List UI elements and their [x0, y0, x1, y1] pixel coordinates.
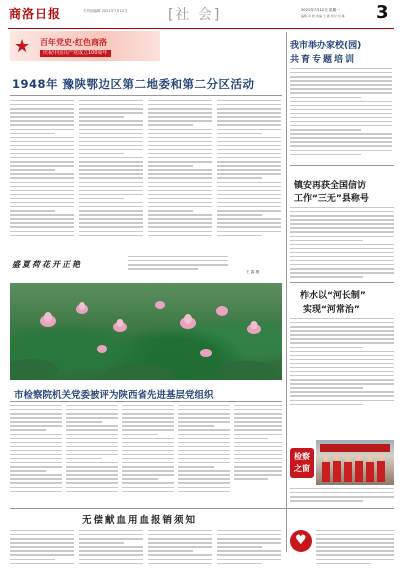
blood-col-2 — [79, 530, 143, 567]
party-col-3 — [122, 405, 174, 495]
credit-body — [290, 207, 394, 280]
photo-caption-title: 盛夏荷花开正艳 — [12, 259, 82, 269]
badge-text: 检察之窗 — [294, 452, 310, 473]
credit-top-rule — [290, 165, 394, 166]
party-col-4 — [178, 405, 230, 495]
lecture-headline-1: 我市举办家校(园) — [290, 41, 362, 51]
photo-credit: 王 露 摄 — [246, 270, 260, 274]
river-body — [290, 318, 394, 408]
river-headline-1: 柞水以“河长制” — [300, 291, 366, 301]
banner-star-icon: ★ — [14, 36, 31, 57]
lotus-flowers-graphic — [10, 283, 282, 380]
blood-col-4 — [217, 530, 281, 567]
heart-icon: ♥ — [295, 533, 307, 548]
side-snippet — [290, 488, 394, 504]
party-col-5 — [234, 405, 282, 482]
blood-body — [10, 530, 282, 572]
masthead-rule — [8, 28, 394, 29]
credit-headline-1: 镇安再获全国信访 — [294, 181, 367, 191]
blood-col-1 — [10, 530, 74, 567]
party-headline: 市检察院机关党委被评为陕西省先进基层党组织 — [14, 390, 214, 401]
lecture-body — [290, 68, 392, 158]
body-col-3 — [148, 100, 212, 239]
date-line: 2021年7月12日 星期一 — [301, 8, 340, 12]
party-col-2 — [66, 405, 118, 495]
blood-donation-logo — [290, 530, 312, 552]
river-top-rule — [290, 282, 394, 283]
editor-line: 编辑 卓 晓 美编 王 婕 校对 刘 琳 — [301, 14, 345, 18]
party-col-1 — [10, 405, 62, 495]
masthead-meta: 专刊部编辑 2021年7月12日 — [83, 9, 128, 13]
banner-subtitle: 庆祝中国共产党成立100周年 — [40, 50, 111, 57]
photo-caption-block — [10, 252, 282, 282]
body-col-2 — [79, 100, 143, 239]
river-headline-2: 实现“河常治” — [303, 305, 360, 315]
procuratorate-badge — [290, 448, 314, 478]
main-article-body — [10, 100, 282, 250]
party-article-body — [10, 405, 282, 505]
blood-col-3 — [148, 530, 212, 567]
blood-headline: 无偿献血用血报销须知 — [82, 515, 198, 526]
people-graphic — [316, 440, 394, 485]
photo-caption-text — [128, 256, 228, 272]
lotus-photo — [10, 283, 282, 380]
main-headline-rule — [10, 95, 282, 96]
group-photo — [316, 440, 394, 485]
masthead — [0, 0, 402, 30]
body-col-1 — [10, 100, 74, 239]
lecture-headline-2: 共育专题培训 — [290, 55, 357, 65]
credit-headline-2: 工作“三无”县称号 — [294, 194, 369, 204]
newspaper-logo: 商洛日报 — [9, 7, 62, 21]
banner-title: 百年党史·红色商洛 — [40, 38, 108, 47]
history-banner — [10, 31, 160, 61]
body-col-4 — [217, 100, 281, 239]
party-headline-rule — [10, 401, 282, 402]
right-column-divider — [286, 32, 287, 552]
main-headline: 1948年 豫陕鄂边区第二地委和第二分区活动 — [12, 77, 255, 91]
blood-top-rule — [10, 508, 394, 509]
page-number: 3 — [376, 2, 389, 23]
section-title: [社 会] — [168, 7, 222, 23]
blood-side-body — [316, 530, 394, 567]
